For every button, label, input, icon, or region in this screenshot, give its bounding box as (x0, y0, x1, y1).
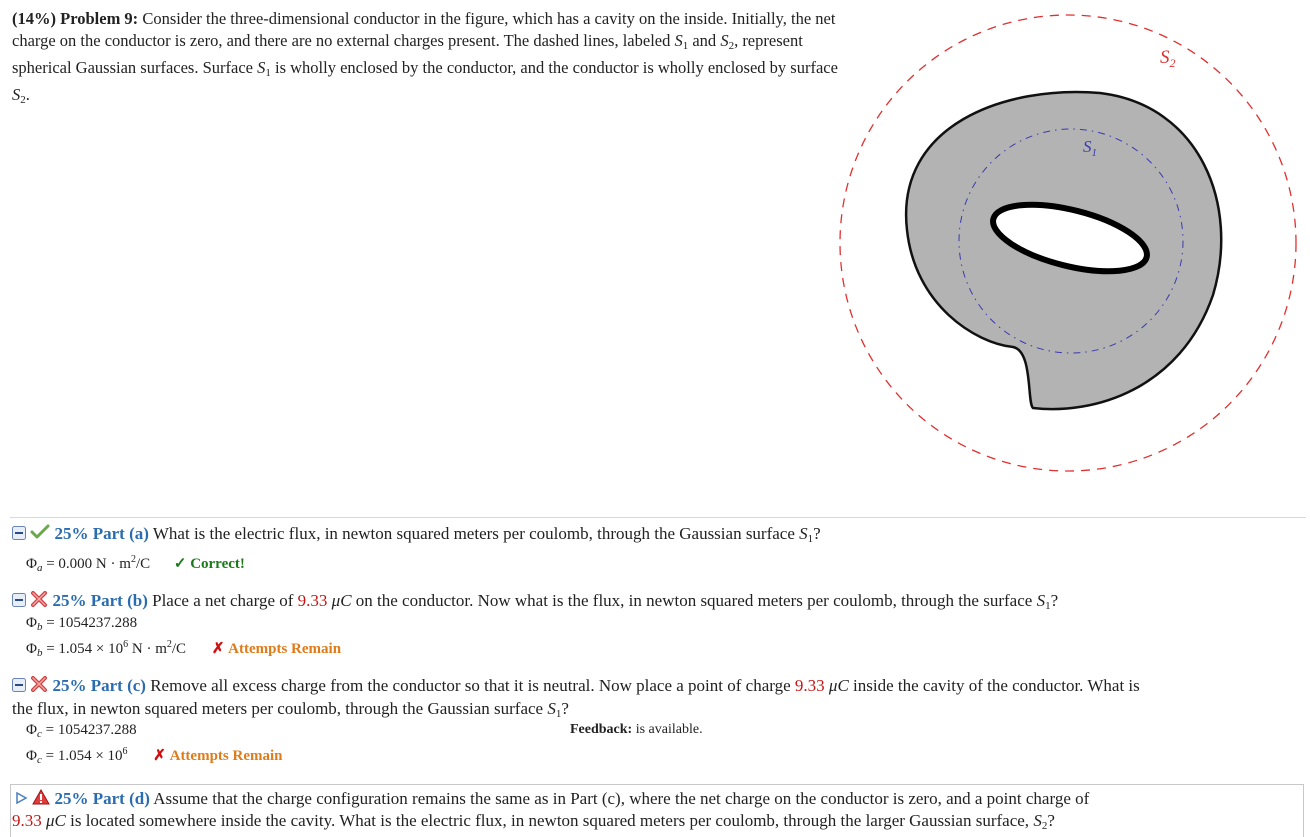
part-c-answer-raw: $\Phi_c = 1054237.288$ (26, 722, 137, 740)
collapse-icon[interactable] (12, 524, 26, 546)
part-c-answer: $\Phi_c = 1.054 \times 10^6$ ✗ Attempts Remain (26, 746, 283, 766)
warning-icon (32, 789, 50, 811)
part-c-status: ✗ Attempts Remain (153, 748, 283, 764)
conductor-figure (835, 5, 1305, 475)
part-a-header: 25% Part (a) What is the electric flux, in newton squared meters per coulomb, through the Gaussian surface $S_1$? (12, 523, 821, 550)
part-a-title[interactable]: 25% Part (a) (54, 524, 149, 543)
part-d-title[interactable]: 25% Part (d) (54, 789, 150, 808)
part-a-answer: $\Phi_a = 0.000$ $N \cdot m^2/C$ ✓ Correct! (26, 554, 245, 574)
part-d-header: 25% Part (d) Assume that the charge configuration remains the same as in Part (c), where the net charge on the conductor is zero, and a point charge of (14, 788, 1089, 811)
part-b-header: 25% Part (b) Place a net charge of 9.33 μC on the conductor. Now what is the flux, in newton squared meters per coulomb, through the surface $S_1$? (12, 590, 1058, 617)
problem-weight: (14%) (12, 9, 56, 28)
s2-label: $S_2$ (1160, 47, 1176, 70)
part-c-header-cont: the flux, in newton squared meters per coulomb, through the Gaussian surface $S_1$? (12, 699, 569, 720)
collapse-icon[interactable] (12, 676, 26, 698)
part-d-charge: 9.33 (12, 811, 42, 830)
part-b-answer: $\Phi_b = 1.054 \times 10^6$ $N \cdot m^2/C$ ✗ Attempts Remain (26, 639, 342, 659)
part-d-header-cont: 9.33 μC is located somewhere inside the cavity. What is the electric flux, in newton squared meters per coulomb, through the larger Gaussian surface, $S_2$? (12, 811, 1055, 832)
problem-text-3: is wholly enclosed by the conductor, and the conductor is wholly enclosed by surface (274, 58, 838, 77)
checkmark-icon (30, 524, 50, 546)
incorrect-icon (30, 676, 48, 698)
expand-icon[interactable] (14, 789, 28, 811)
symbol-s: S (674, 31, 683, 50)
problem-statement: (14%) Problem 9: Consider the three-dimensional conductor in the figure, which has a cavity on the inside. Initially, the net charge on the conductor is zero, and there are no external charges present. The dashed lines, labeled $S_1$ and $S_2$, represent spherical Gaussian surfaces. Surface $S_1$ is wholly enclosed by the conductor, and the conductor is wholly enclosed by surface $S_2$. (12, 9, 838, 106)
part-b-title[interactable]: 25% Part (b) (52, 591, 148, 610)
problem-text-2: , represent spherical Gaussian surfaces. Surface (12, 31, 803, 77)
part-a-status: ✓ Correct! (173, 556, 245, 572)
problem-label: Problem 9: (60, 9, 139, 28)
divider (10, 517, 1306, 518)
part-b-status: ✗ Attempts Remain (211, 641, 342, 657)
part-a-question: What is the electric flux, in newton squared meters per coulomb, through the Gaussian surface (152, 524, 795, 543)
collapse-icon[interactable] (12, 591, 26, 613)
s1-label: $S_1$ (1083, 137, 1097, 159)
problem-text-1: Consider the three-dimensional conductor in the figure, which has a cavity on the inside. Initially, the net charge on the conductor is zero, and there are no external charges present. The dashed lines, labeled (12, 9, 836, 50)
part-c-header: 25% Part (c) Remove all excess charge from the conductor so that it is neutral. Now place a point of charge 9.33 μC inside the cavity of the conductor. What is (12, 675, 1140, 698)
incorrect-icon (30, 591, 48, 613)
part-c-feedback[interactable]: Feedback: is available. (570, 722, 703, 737)
part-b-charge: 9.33 (297, 591, 328, 610)
part-c-title[interactable]: 25% Part (c) (52, 676, 146, 695)
part-b-answer-raw: $\Phi_b = 1054237.288$ (26, 615, 138, 633)
part-c-charge: 9.33 (794, 676, 825, 695)
